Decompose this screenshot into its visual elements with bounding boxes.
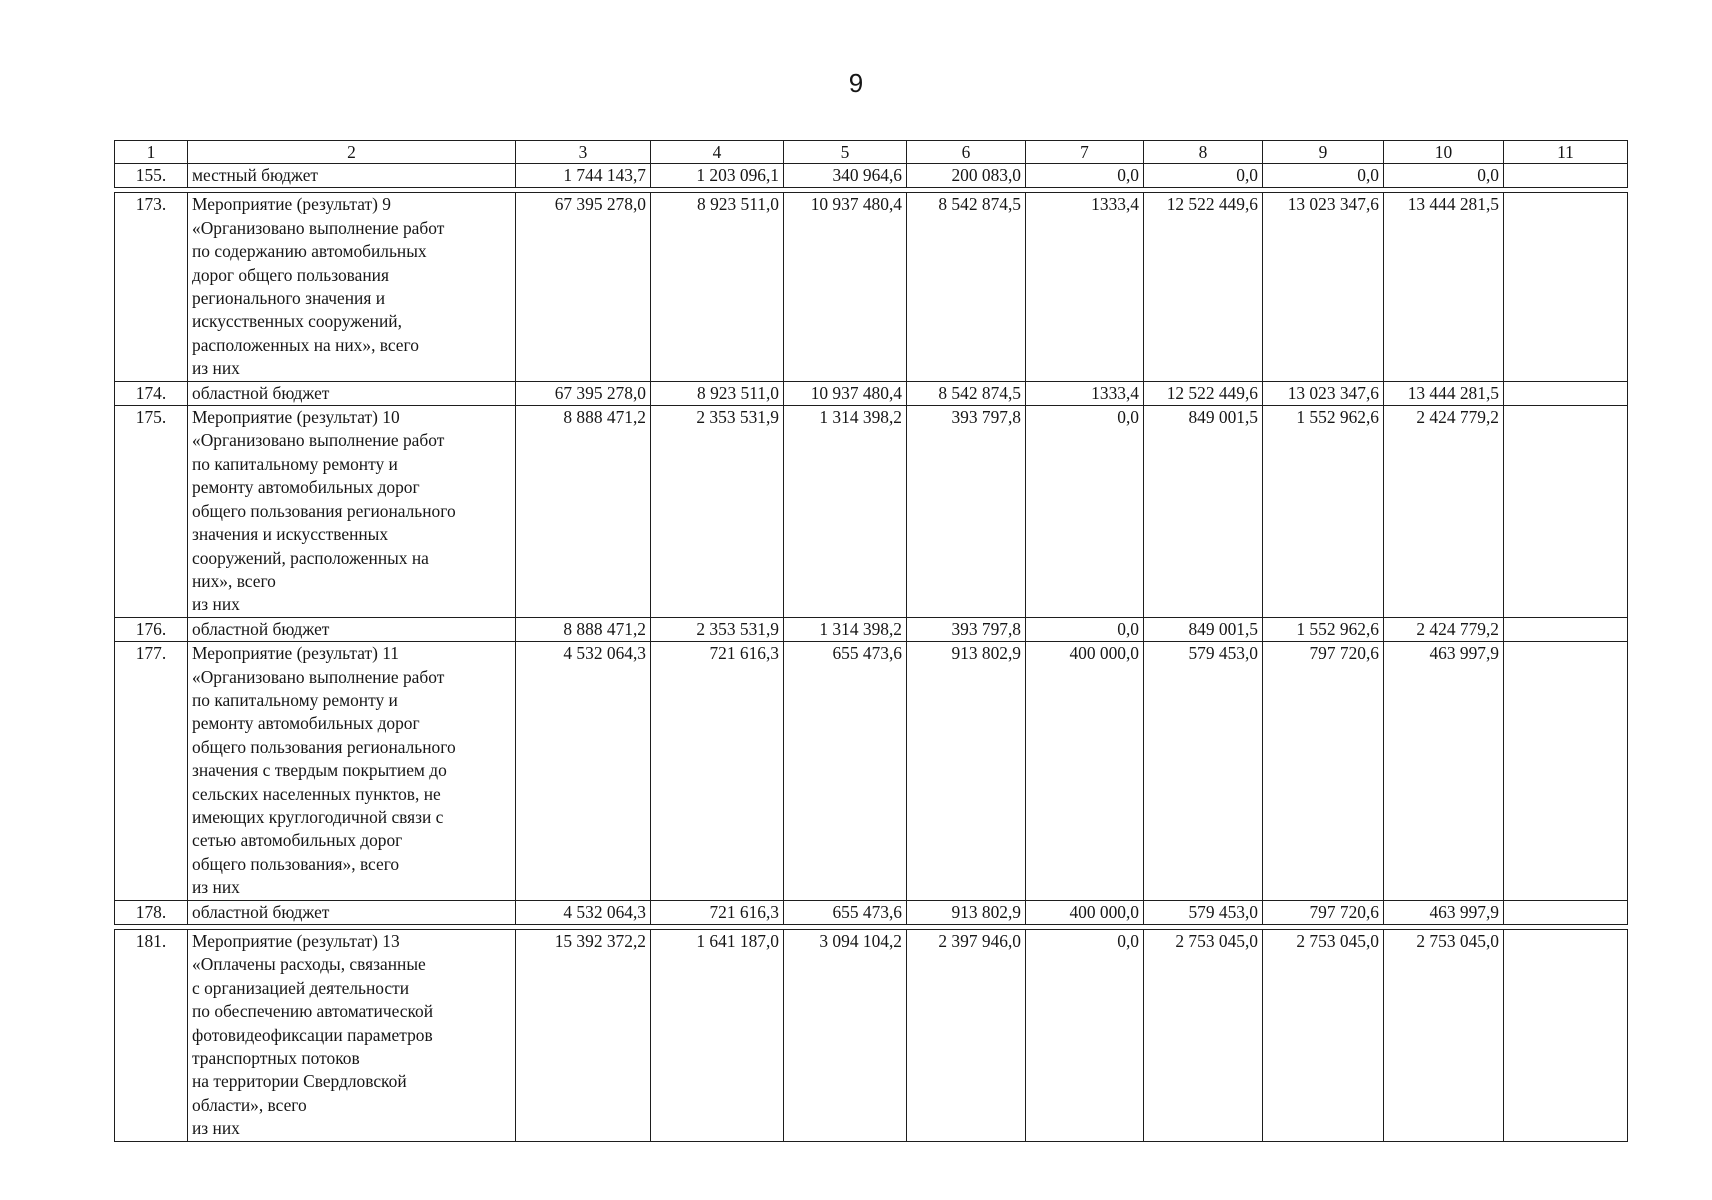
column-header: 2 xyxy=(188,141,516,164)
value-cell: 4 532 064,3 xyxy=(516,900,651,924)
value-cell: 1 203 096,1 xyxy=(651,164,784,188)
row-number: 181. xyxy=(115,930,188,1142)
table-row xyxy=(115,900,1628,924)
value-cell: 0,0 xyxy=(1384,164,1504,188)
row-name: областной бюджет xyxy=(188,900,516,924)
row-name: Мероприятие (результат) 10 «Организовано выполнение работ по капитальному ремонту и ремонту автомобильных дорог общего пользования регионального значения и искусственных сооружений, расположенных на них», всего из них xyxy=(188,406,516,618)
value-cell: 4 532 064,3 xyxy=(516,642,651,900)
value-cell: 393 797,8 xyxy=(907,406,1026,618)
value-cell: 1 744 143,7 xyxy=(516,164,651,188)
value-cell: 2 424 779,2 xyxy=(1384,617,1504,641)
value-cell: 0,0 xyxy=(1026,406,1144,618)
row-number: 175. xyxy=(115,406,188,618)
table-row xyxy=(115,642,1628,900)
value-cell: 2 397 946,0 xyxy=(907,930,1026,1142)
row-number: 155. xyxy=(115,164,188,188)
table-row xyxy=(115,381,1628,405)
value-cell: 1333,4 xyxy=(1026,381,1144,405)
value-cell xyxy=(1504,930,1628,1142)
value-cell: 2 353 531,9 xyxy=(651,406,784,618)
column-header: 11 xyxy=(1504,141,1628,164)
value-cell: 849 001,5 xyxy=(1144,617,1263,641)
value-cell: 13 444 281,5 xyxy=(1384,381,1504,405)
value-cell: 2 353 531,9 xyxy=(651,617,784,641)
value-cell: 0,0 xyxy=(1144,164,1263,188)
value-cell xyxy=(1504,617,1628,641)
value-cell: 655 473,6 xyxy=(784,900,907,924)
value-cell: 400 000,0 xyxy=(1026,642,1144,900)
value-cell: 0,0 xyxy=(1026,930,1144,1142)
column-header: 6 xyxy=(907,141,1026,164)
value-cell: 340 964,6 xyxy=(784,164,907,188)
row-name: Мероприятие (результат) 11 «Организовано выполнение работ по капитальному ремонту и ремонту автомобильных дорог общего пользования регионального значения с твердым покрытием до сельских населенных пунктов, не имеющих круглогодичной связи с сетью автомобильных дорог общего пользования», всего из них xyxy=(188,642,516,900)
value-cell: 2 753 045,0 xyxy=(1263,930,1384,1142)
value-cell: 10 937 480,4 xyxy=(784,193,907,381)
value-cell: 8 542 874,5 xyxy=(907,193,1026,381)
value-cell xyxy=(1504,642,1628,900)
header-row xyxy=(115,141,1628,164)
value-cell: 8 542 874,5 xyxy=(907,381,1026,405)
value-cell: 393 797,8 xyxy=(907,617,1026,641)
value-cell: 2 753 045,0 xyxy=(1144,930,1263,1142)
column-header: 4 xyxy=(651,141,784,164)
value-cell: 3 094 104,2 xyxy=(784,930,907,1142)
column-header: 7 xyxy=(1026,141,1144,164)
value-cell: 2 753 045,0 xyxy=(1384,930,1504,1142)
value-cell: 797 720,6 xyxy=(1263,900,1384,924)
table-row xyxy=(115,617,1628,641)
value-cell: 721 616,3 xyxy=(651,642,784,900)
value-cell: 1 641 187,0 xyxy=(651,930,784,1142)
table-row xyxy=(115,930,1628,1142)
value-cell: 849 001,5 xyxy=(1144,406,1263,618)
value-cell xyxy=(1504,193,1628,381)
column-header: 9 xyxy=(1263,141,1384,164)
row-number: 176. xyxy=(115,617,188,641)
value-cell: 0,0 xyxy=(1026,164,1144,188)
value-cell: 67 395 278,0 xyxy=(516,193,651,381)
value-cell xyxy=(1504,900,1628,924)
row-name: областной бюджет xyxy=(188,617,516,641)
value-cell: 8 888 471,2 xyxy=(516,617,651,641)
value-cell: 8 888 471,2 xyxy=(516,406,651,618)
value-cell: 10 937 480,4 xyxy=(784,381,907,405)
column-header: 5 xyxy=(784,141,907,164)
value-cell: 13 444 281,5 xyxy=(1384,193,1504,381)
column-header: 10 xyxy=(1384,141,1504,164)
value-cell: 8 923 511,0 xyxy=(651,193,784,381)
value-cell: 15 392 372,2 xyxy=(516,930,651,1142)
value-cell: 2 424 779,2 xyxy=(1384,406,1504,618)
page-number: 9 xyxy=(848,68,864,98)
row-name: Мероприятие (результат) 9 «Организовано выполнение работ по содержанию автомобильных дорог общего пользования регионального значения и искусственных сооружений, расположенных на них», всего из них xyxy=(188,193,516,381)
value-cell xyxy=(1504,406,1628,618)
column-header: 8 xyxy=(1144,141,1263,164)
value-cell: 463 997,9 xyxy=(1384,900,1504,924)
value-cell: 67 395 278,0 xyxy=(516,381,651,405)
value-cell: 12 522 449,6 xyxy=(1144,381,1263,405)
value-cell: 1333,4 xyxy=(1026,193,1144,381)
value-cell: 12 522 449,6 xyxy=(1144,193,1263,381)
table-body xyxy=(115,141,1628,1142)
row-name: Мероприятие (результат) 13 «Оплачены расходы, связанные с организацией деятельности по обеспечению автоматической фотовидеофиксации параметров транспортных потоков на территории Свердловской области», всего из них xyxy=(188,930,516,1142)
table-row xyxy=(115,164,1628,188)
value-cell: 579 453,0 xyxy=(1144,900,1263,924)
row-name: местный бюджет xyxy=(188,164,516,188)
value-cell: 1 314 398,2 xyxy=(784,617,907,641)
value-cell: 13 023 347,6 xyxy=(1263,381,1384,405)
value-cell xyxy=(1504,381,1628,405)
row-number: 174. xyxy=(115,381,188,405)
value-cell: 400 000,0 xyxy=(1026,900,1144,924)
row-name: областной бюджет xyxy=(188,381,516,405)
column-header: 1 xyxy=(115,141,188,164)
row-number: 177. xyxy=(115,642,188,900)
row-number: 173. xyxy=(115,193,188,381)
column-header: 3 xyxy=(516,141,651,164)
value-cell: 655 473,6 xyxy=(784,642,907,900)
table-row xyxy=(115,406,1628,618)
table-row xyxy=(115,193,1628,381)
value-cell: 913 802,9 xyxy=(907,642,1026,900)
value-cell: 1 314 398,2 xyxy=(784,406,907,618)
value-cell: 0,0 xyxy=(1263,164,1384,188)
value-cell: 721 616,3 xyxy=(651,900,784,924)
row-number: 178. xyxy=(115,900,188,924)
value-cell: 913 802,9 xyxy=(907,900,1026,924)
value-cell: 8 923 511,0 xyxy=(651,381,784,405)
value-cell: 0,0 xyxy=(1026,617,1144,641)
value-cell: 200 083,0 xyxy=(907,164,1026,188)
value-cell: 13 023 347,6 xyxy=(1263,193,1384,381)
value-cell xyxy=(1504,164,1628,188)
value-cell: 579 453,0 xyxy=(1144,642,1263,900)
budget-table xyxy=(114,140,1628,1142)
value-cell: 1 552 962,6 xyxy=(1263,406,1384,618)
value-cell: 1 552 962,6 xyxy=(1263,617,1384,641)
value-cell: 463 997,9 xyxy=(1384,642,1504,900)
value-cell: 797 720,6 xyxy=(1263,642,1384,900)
